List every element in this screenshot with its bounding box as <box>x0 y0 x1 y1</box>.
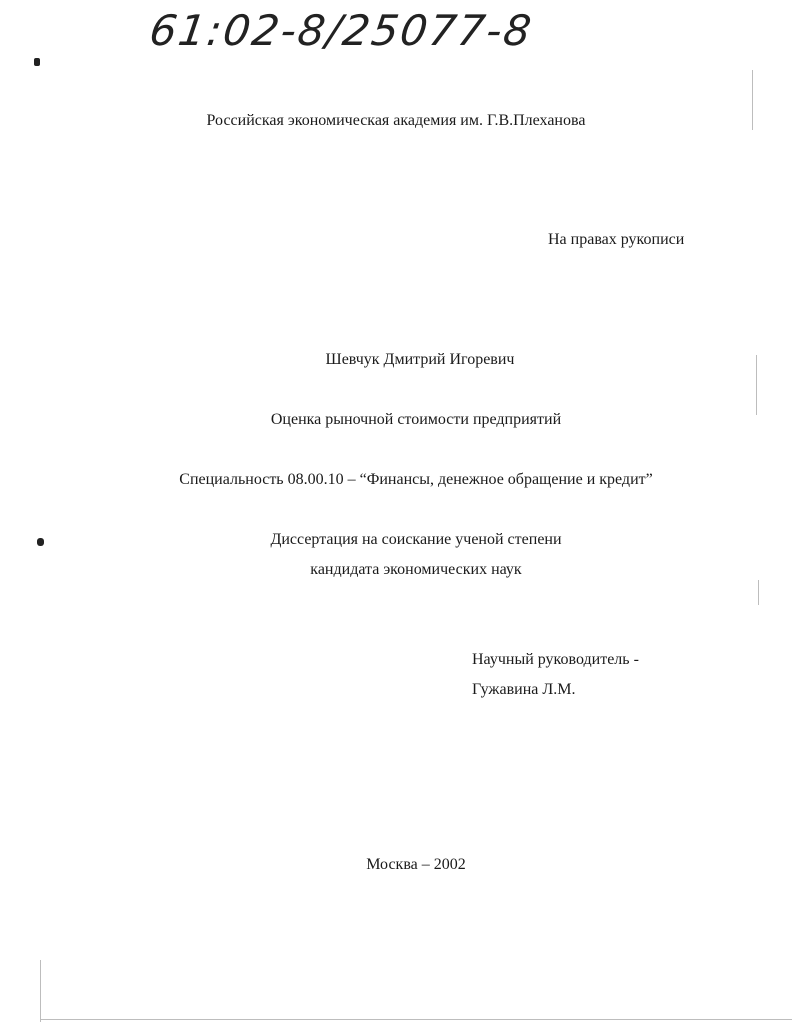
scan-edge-line <box>758 580 759 605</box>
scan-edge-line <box>756 355 757 415</box>
scan-bottom-edge <box>40 1019 792 1020</box>
institution-name: Российская экономическая академия им. Г.В.Плеханова <box>206 112 586 129</box>
archive-code-handwritten: 61:02-8/25077-8 <box>146 6 537 55</box>
supervisor-label: Научный руководитель - <box>472 651 639 668</box>
city-year: Москва – 2002 <box>366 856 466 873</box>
scan-speck <box>37 538 44 546</box>
scan-edge-line <box>752 70 753 130</box>
author-name: Шевчук Дмитрий Игоревич <box>325 351 515 368</box>
dissertation-title: Оценка рыночной стоимости предприятий <box>270 411 562 428</box>
specialty-line: Специальность 08.00.10 – “Финансы, денежное обращение и кредит” <box>179 471 653 488</box>
degree-line-1: Диссертация на соискание ученой степени <box>270 531 562 548</box>
scan-edge-line <box>40 960 41 1022</box>
manuscript-rights-note: На правах рукописи <box>548 231 685 248</box>
supervisor-name: Гужавина Л.М. <box>472 681 576 698</box>
degree-line-2: кандидата экономических наук <box>310 561 522 578</box>
scan-speck <box>34 58 40 66</box>
